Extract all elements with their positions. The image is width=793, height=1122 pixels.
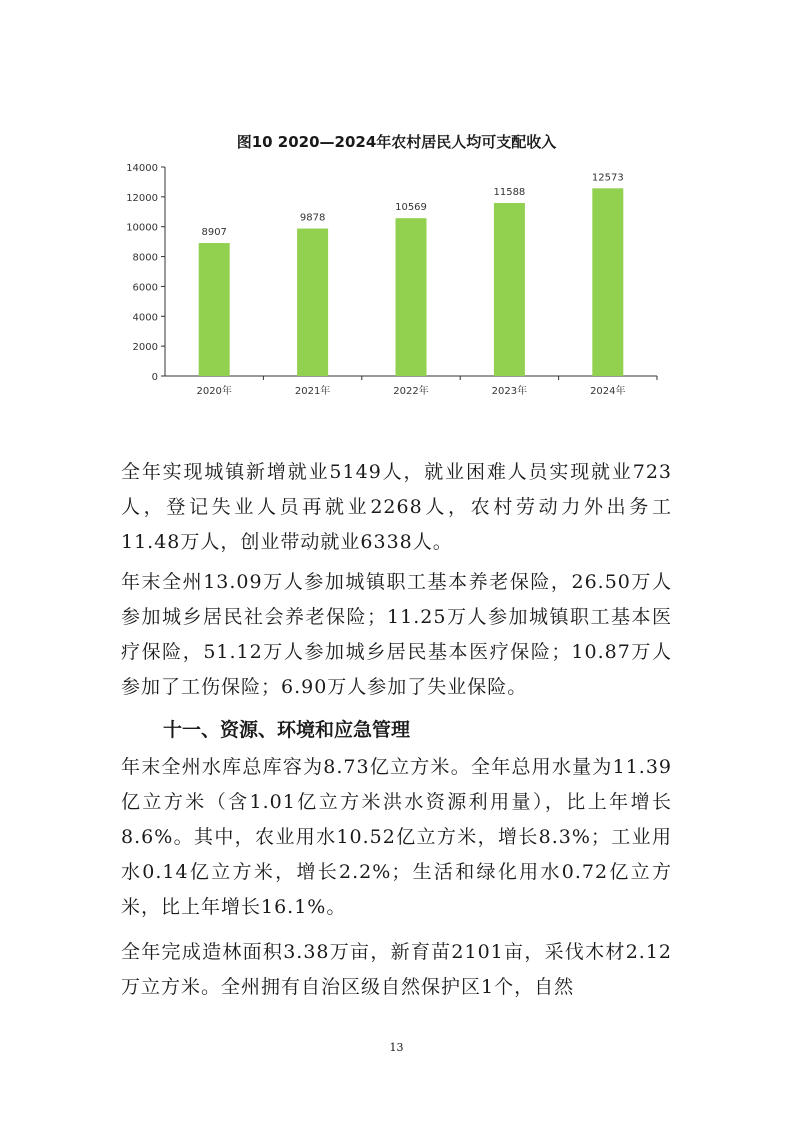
x-tick-label: 2020年 <box>196 386 232 397</box>
data-label: 10569 <box>395 202 427 214</box>
section-heading: 十一、资源、环境和应急管理 <box>163 719 411 741</box>
y-tick-label: 0 <box>151 372 158 383</box>
bar <box>199 243 230 376</box>
bar-chart <box>115 158 675 408</box>
y-tick-label: 12000 <box>126 192 158 204</box>
chart-title: 图10 2020—2024年农村居民人均可支配收入 <box>236 133 557 151</box>
bar <box>297 229 328 376</box>
x-tick-label: 2023年 <box>491 386 528 397</box>
y-tick-label: 4000 <box>132 312 158 324</box>
y-tick-label: 8000 <box>132 252 158 264</box>
bar <box>494 203 525 376</box>
y-tick-label: 10000 <box>126 222 158 234</box>
data-label: 12573 <box>591 172 624 184</box>
page-number: 13 <box>389 1041 404 1054</box>
data-label: 8907 <box>201 227 227 239</box>
x-tick-label: 2024年 <box>590 386 626 397</box>
forestry-paragraph: 全年完成造林面积3.38万亩，新育苗2101亩，采伐木材2.12万立方米。全州拥有自治区级自然保护区1个，自然 <box>121 941 672 998</box>
bar <box>592 188 623 376</box>
bar <box>396 218 427 376</box>
y-tick-label: 14000 <box>126 163 158 174</box>
water-paragraph: 年末全州水库总库容为8.73亿立方米。全年总用水量为11.39亿立方米（含1.01亿立方米洪水资源利用量），比上年增长8.6%。其中，农业用水10.52亿立方米，增长8.3%；工业用水0.14亿立方米，增长2.2%；生活和绿化用水0.72亿立方米，比上年增长16.1%。 <box>121 756 672 918</box>
insurance-paragraph: 年末全州13.09万人参加城镇职工基本养老保险，26.50万人参加城乡居民社会养老保险；11.25万人参加城镇职工基本医疗保险，51.12万人参加城乡居民基本医疗保险；10.87万人参加了工伤保险；6.90万人参加了失业保险。 <box>121 571 672 698</box>
data-label: 9878 <box>299 212 326 224</box>
y-tick-label: 2000 <box>132 342 158 354</box>
employment-paragraph: 全年实现城镇新增就业5149人，就业困难人员实现就业723人，登记失业人员再就业2268人，农村劳动力外出务工11.48万人，创业带动就业6338人。 <box>121 461 672 553</box>
y-tick-label: 6000 <box>132 282 158 294</box>
x-tick-label: 2021年 <box>294 386 331 397</box>
x-tick-label: 2022年 <box>393 386 429 397</box>
data-label: 11588 <box>493 187 526 199</box>
